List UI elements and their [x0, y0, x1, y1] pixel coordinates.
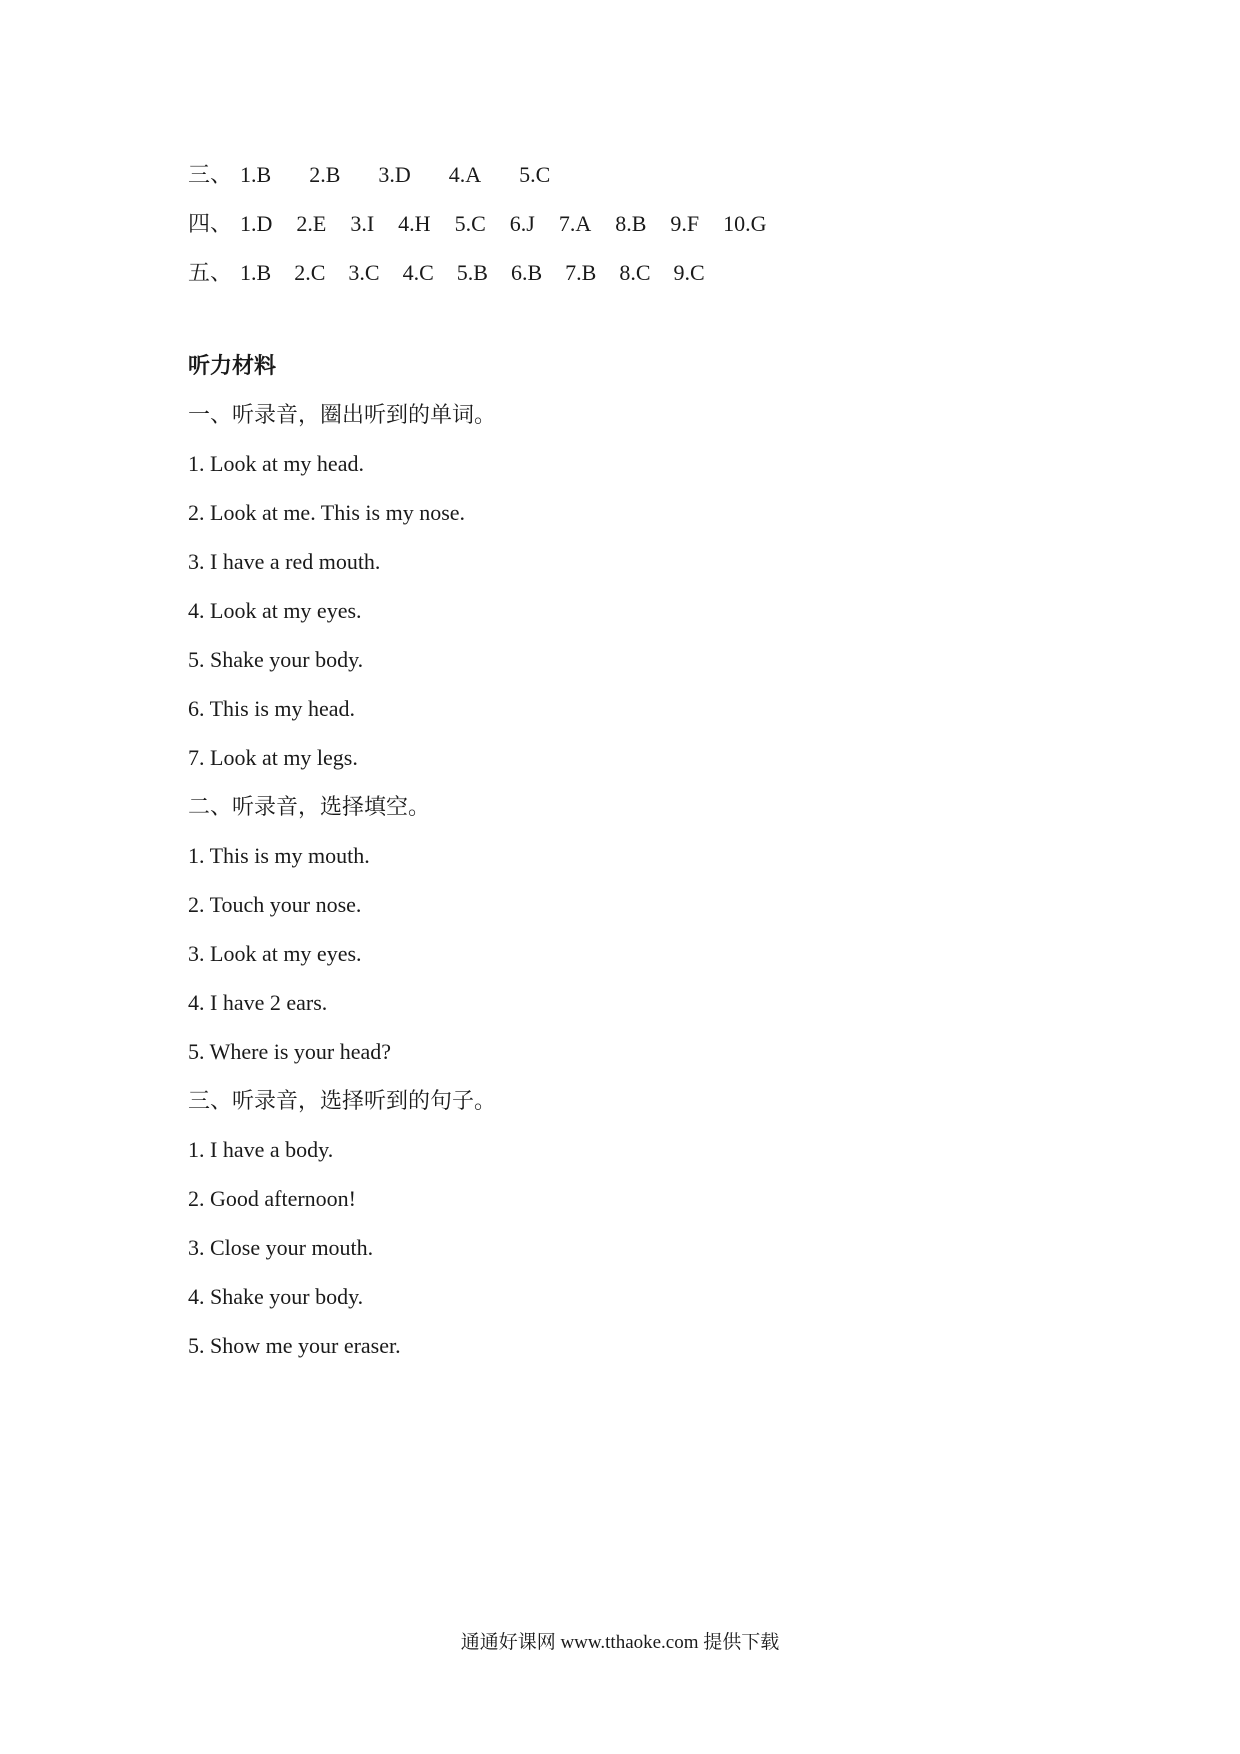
transcript-line: 1. This is my mouth. [188, 843, 370, 868]
document-content [188, 158, 1088, 1370]
page-footer: 通通好课网 www.tthaoke.com 提供下载 [460, 1632, 780, 1653]
section-heading: 一、听录音，圈出听到的单词。 [188, 402, 497, 427]
answer-row-prefix: 五、 [188, 260, 233, 285]
answer-item: 4.A [448, 162, 482, 187]
answer-item: 3.D [378, 162, 411, 187]
transcript-line: 4. Look at my eyes. [188, 598, 362, 623]
transcript-line: 5. Where is your head? [188, 1039, 392, 1064]
answer-item: 6.B [510, 260, 543, 285]
answer-item: 2.B [309, 162, 341, 187]
section-heading: 二、听录音，选择填空。 [188, 794, 431, 819]
answer-item: 10.G [723, 211, 767, 236]
transcript-line: 4. I have 2 ears. [188, 990, 328, 1015]
answer-item: 4.H [398, 211, 431, 236]
transcript-line: 4. Shake your body. [188, 1284, 364, 1309]
answer-row-5 [188, 256, 1088, 305]
answer-item: 7.B [565, 260, 597, 285]
transcript-line: 1. I have a body. [188, 1137, 334, 1162]
transcript-line: 3. Close your mouth. [188, 1235, 374, 1260]
transcript-line: 3. I have a red mouth. [188, 549, 381, 574]
answer-item: 5.B [456, 260, 488, 285]
transcript-line: 6. This is my head. [188, 696, 356, 721]
answer-item: 2.C [294, 260, 326, 285]
answer-item: 8.C [619, 260, 651, 285]
transcript-line: 2. Good afternoon! [188, 1186, 357, 1211]
answer-item: 6.J [509, 211, 535, 236]
answer-row-prefix: 三、 [188, 162, 233, 187]
transcript-line: 3. Look at my eyes. [188, 941, 362, 966]
answer-item: 3.C [348, 260, 380, 285]
transcript-line: 5. Show me your eraser. [188, 1333, 401, 1358]
answer-item: 4.C [402, 260, 434, 285]
answer-item: 1.B [240, 260, 272, 285]
transcript-line: 1. Look at my head. [188, 451, 364, 476]
answer-row-4 [188, 207, 1088, 256]
answer-item: 9.C [673, 260, 705, 285]
answer-row-3 [188, 158, 1088, 207]
answer-item: 7.A [558, 211, 592, 236]
answer-item: 1.B [240, 162, 272, 187]
answer-item: 8.B [615, 211, 647, 236]
answer-item: 5.C [519, 162, 551, 187]
answer-item: 9.F [670, 211, 700, 236]
section-heading: 三、听录音，选择听到的句子。 [188, 1088, 497, 1113]
answer-item: 2.E [296, 211, 327, 236]
listening-title: 听力材料 [188, 354, 277, 379]
transcript-line: 2. Look at me. This is my nose. [188, 500, 466, 525]
answer-item: 3.I [350, 211, 375, 236]
transcript-line: 7. Look at my legs. [188, 745, 358, 770]
transcript-line: 5. Shake your body. [188, 647, 364, 672]
answer-item: 1.D [240, 211, 273, 236]
answer-row-prefix: 四、 [188, 211, 233, 236]
answer-item: 5.C [454, 211, 486, 236]
transcript-line: 2. Touch your nose. [188, 892, 362, 917]
